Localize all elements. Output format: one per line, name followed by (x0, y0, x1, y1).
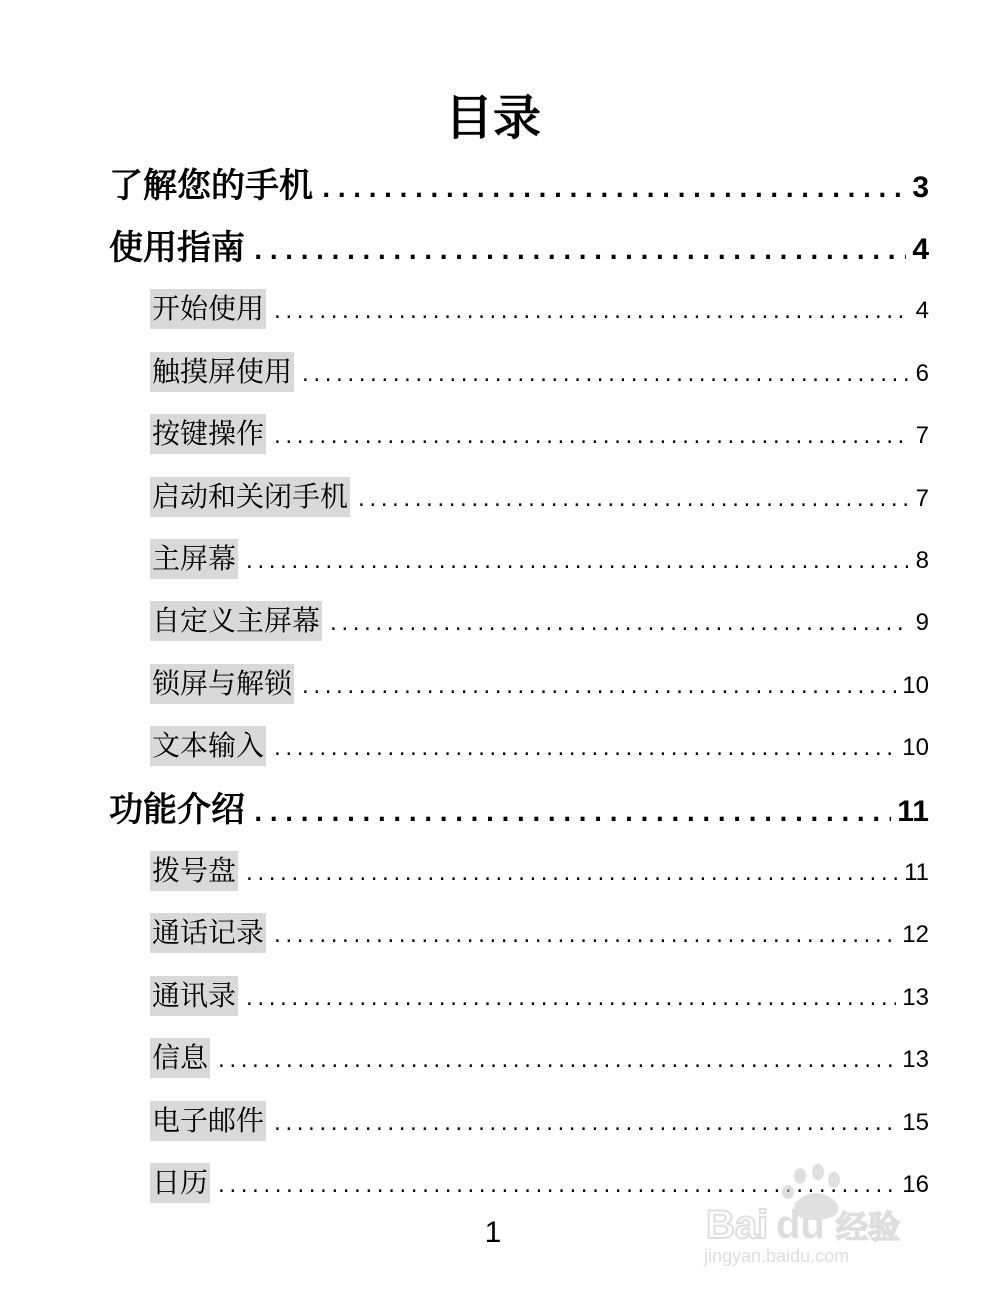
toc-leader-dots (272, 730, 896, 770)
svg-text:du: du (776, 1203, 825, 1247)
toc-entry-page: 7 (915, 485, 929, 512)
toc-entry-label: 通话记录 (150, 913, 266, 953)
toc-entry-subsection[interactable] (152, 1038, 929, 1078)
toc-entry-label: 锁屏与解锁 (150, 664, 294, 704)
toc-entry-label: 通讯录 (150, 976, 238, 1016)
toc-entry-section-1[interactable] (109, 160, 929, 212)
toc-entry-page: 13 (902, 984, 929, 1011)
toc-entry-label: 开始使用 (150, 289, 266, 329)
toc-entry-subsection[interactable] (152, 1101, 929, 1141)
toc-leader-dots (272, 293, 910, 333)
toc-entry-page: 3 (912, 171, 929, 204)
toc-entry-label: 触摸屏使用 (150, 352, 294, 392)
toc-entry-subsection[interactable] (152, 976, 929, 1016)
toc-entry-subsection[interactable] (152, 539, 929, 579)
toc-entry-label: 信息 (150, 1038, 210, 1078)
toc-entry-page: 15 (902, 1109, 929, 1136)
toc-entry-page: 10 (902, 672, 929, 699)
toc-leader-dots (251, 225, 906, 277)
page-number: 1 (484, 1216, 502, 1249)
toc-entry-page: 13 (902, 1046, 929, 1073)
toc-entry-label: 主屏幕 (150, 539, 238, 579)
toc-leader-dots (244, 980, 896, 1020)
baidu-watermark-logo (696, 1158, 926, 1268)
toc-leader-dots (244, 855, 898, 895)
watermark-url: jingyan.baidu.com (704, 1246, 850, 1266)
toc-leader-dots (244, 543, 910, 583)
toc-entry-section-2[interactable] (109, 222, 929, 274)
toc-entry-subsection[interactable] (152, 726, 929, 766)
toc-entry-page: 9 (915, 609, 929, 636)
toc-entry-subsection[interactable] (152, 289, 929, 329)
toc-leader-dots (272, 418, 910, 458)
toc-leader-dots (251, 787, 891, 839)
page-title: 目录 (444, 90, 541, 146)
toc-entry-label: 拨号盘 (150, 851, 238, 891)
toc-entry-section-3[interactable] (109, 784, 929, 836)
toc-entry-label: 日历 (150, 1163, 210, 1203)
toc-leader-dots (300, 356, 910, 396)
toc-leader-dots (319, 163, 906, 215)
toc-entry-page: 4 (912, 233, 929, 266)
toc-entry-label: 使用指南 (109, 228, 245, 268)
toc-entry-page: 4 (915, 297, 929, 324)
toc-entry-subsection[interactable] (152, 477, 929, 517)
toc-entry-page: 11 (904, 859, 929, 886)
toc-entry-subsection[interactable] (152, 352, 929, 392)
toc-entry-page: 11 (897, 795, 929, 828)
toc-entry-page: 7 (915, 422, 929, 449)
toc-entry-subsection[interactable] (152, 664, 929, 704)
toc-entry-page: 6 (915, 360, 929, 387)
toc-leader-dots (272, 917, 896, 957)
toc-leader-dots (216, 1042, 896, 1082)
toc-leader-dots (356, 481, 910, 521)
toc-entry-label: 按键操作 (150, 414, 266, 454)
toc-entry-page: 16 (902, 1171, 929, 1198)
toc-entry-label: 自定义主屏幕 (150, 601, 322, 641)
toc-entry-page: 10 (902, 734, 929, 761)
svg-text:经验: 经验 (836, 1208, 901, 1246)
toc-entry-subsection[interactable] (152, 414, 929, 454)
toc-leader-dots (272, 1105, 896, 1145)
toc-entry-label: 了解您的手机 (109, 166, 313, 206)
toc-entry-subsection[interactable] (152, 851, 929, 891)
toc-leader-dots (328, 605, 910, 645)
toc-entry-subsection[interactable] (152, 601, 929, 641)
toc-entry-label: 启动和关闭手机 (150, 477, 350, 517)
toc-entry-page: 8 (915, 547, 929, 574)
toc-entry-label: 功能介绍 (109, 790, 245, 830)
toc-entry-label: 电子邮件 (150, 1101, 266, 1141)
toc-leader-dots (300, 668, 896, 708)
svg-text:Bai: Bai (706, 1203, 769, 1247)
toc-entry-label: 文本输入 (150, 726, 266, 766)
toc-entry-page: 12 (902, 921, 929, 948)
toc-entry-subsection[interactable] (152, 913, 929, 953)
